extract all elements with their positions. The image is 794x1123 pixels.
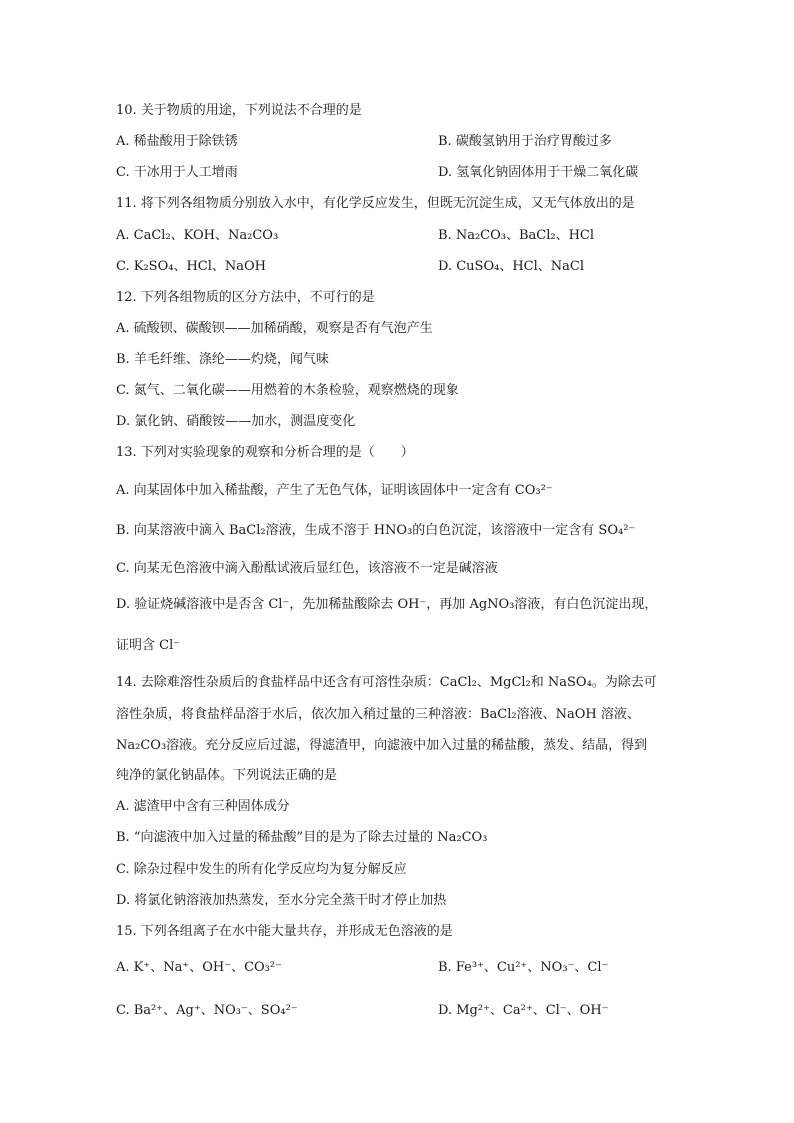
q13-stem: 13. 下列对实验现象的观察和分析合理的是（ ） bbox=[116, 445, 414, 460]
q13-option-a: A. 向某固体中加入稀盐酸，产生了无色气体，证明该固体中一定含有 CO₃²⁻ bbox=[116, 483, 553, 498]
q12-stem: 12. 下列各组物质的区分方法中，不可行的是 bbox=[116, 290, 375, 305]
q14-option-c: C. 除杂过程中发生的所有化学反应均为复分解反应 bbox=[116, 862, 407, 877]
q13-option-d-line2: 证明含 Cl⁻ bbox=[116, 638, 181, 653]
q11-option-c: C. K₂SO₄、HCl、NaOH bbox=[116, 259, 267, 274]
q13-option-b: B. 向某溶液中滴入 BaCl₂溶液，生成不溶于 HNO₃的白色沉淀，该溶液中一定含有 SO₄²⁻ bbox=[116, 523, 636, 538]
q11-option-a: A. CaCl₂、KOH、Na₂CO₃ bbox=[116, 228, 279, 243]
q14-stem-line4: 纯净的氯化钠晶体。下列说法正确的是 bbox=[116, 768, 338, 783]
q14-stem-line1: 14. 去除难溶性杂质后的食盐样品中还含有可溶性杂质：CaCl₂、MgCl₂和 NaSO₄。为除去可 bbox=[116, 675, 657, 690]
q14-stem-line2: 溶性杂质，将食盐样品溶于水后，依次加入稍过量的三种溶液：BaCl₂溶液、NaOH 溶液、 bbox=[116, 707, 640, 722]
q10-option-d: D. 氢氧化钠固体用于干燥二氧化碳 bbox=[438, 165, 639, 180]
q10-option-a: A. 稀盐酸用于除铁锈 bbox=[116, 134, 238, 149]
q11-stem: 11. 将下列各组物质分别放入水中，有化学反应发生，但既无沉淀生成，又无气体放出的是 bbox=[116, 196, 635, 211]
q13-option-c: C. 向某无色溶液中滴入酚酞试液后显红色，该溶液不一定是碱溶液 bbox=[116, 561, 498, 576]
q10-option-c: C. 干冰用于人工增雨 bbox=[116, 165, 238, 180]
q14-option-a: A. 滤渣甲中含有三种固体成分 bbox=[116, 799, 290, 814]
q14-option-d: D. 将氯化钠溶液加热蒸发，至水分完全蒸干时才停止加热 bbox=[116, 893, 447, 908]
q15-option-d: D. Mg²⁺、Ca²⁺、Cl⁻、OH⁻ bbox=[438, 1003, 609, 1018]
q12-option-c: C. 氮气、二氧化碳——用燃着的木条检验，观察燃烧的现象 bbox=[116, 383, 459, 398]
q15-option-b: B. Fe³⁺、Cu²⁺、NO₃⁻、Cl⁻ bbox=[438, 960, 609, 975]
q11-option-d: D. CuSO₄、HCl、NaCl bbox=[438, 259, 584, 274]
q14-option-b: B. “向滤液中加入过量的稀盐酸”目的是为了除去过量的 Na₂CO₃ bbox=[116, 830, 488, 845]
q15-option-a: A. K⁺、Na⁺、OH⁻、CO₃²⁻ bbox=[116, 960, 282, 975]
q15-stem: 15. 下列各组离子在水中能大量共存，并形成无色溶液的是 bbox=[116, 924, 453, 939]
q14-stem-line3: Na₂CO₃溶液。充分反应后过滤，得滤渣甲，向滤液中加入过量的稀盐酸，蒸发、结晶，得到 bbox=[116, 738, 648, 753]
q12-option-a: A. 硫酸钡、碳酸钡——加稀硝酸，观察是否有气泡产生 bbox=[116, 321, 433, 336]
q12-option-d: D. 氯化钠、硝酸铵——加水，测温度变化 bbox=[116, 414, 356, 429]
q10-stem: 10. 关于物质的用途，下列说法不合理的是 bbox=[116, 103, 362, 118]
q10-option-b: B. 碳酸氢钠用于治疗胃酸过多 bbox=[438, 134, 612, 149]
q13-option-d-line1: D. 验证烧碱溶液中是否含 Cl⁻，先加稀盐酸除去 OH⁻，再加 AgNO₃溶液，有白色沉淀出现， bbox=[116, 597, 658, 612]
q12-option-b: B. 羊毛纤维、涤纶——灼烧，闻气味 bbox=[116, 352, 329, 367]
q11-option-b: B. Na₂CO₃、BaCl₂、HCl bbox=[438, 228, 595, 243]
q15-option-c: C. Ba²⁺、Ag⁺、NO₃⁻、SO₄²⁻ bbox=[116, 1003, 298, 1018]
